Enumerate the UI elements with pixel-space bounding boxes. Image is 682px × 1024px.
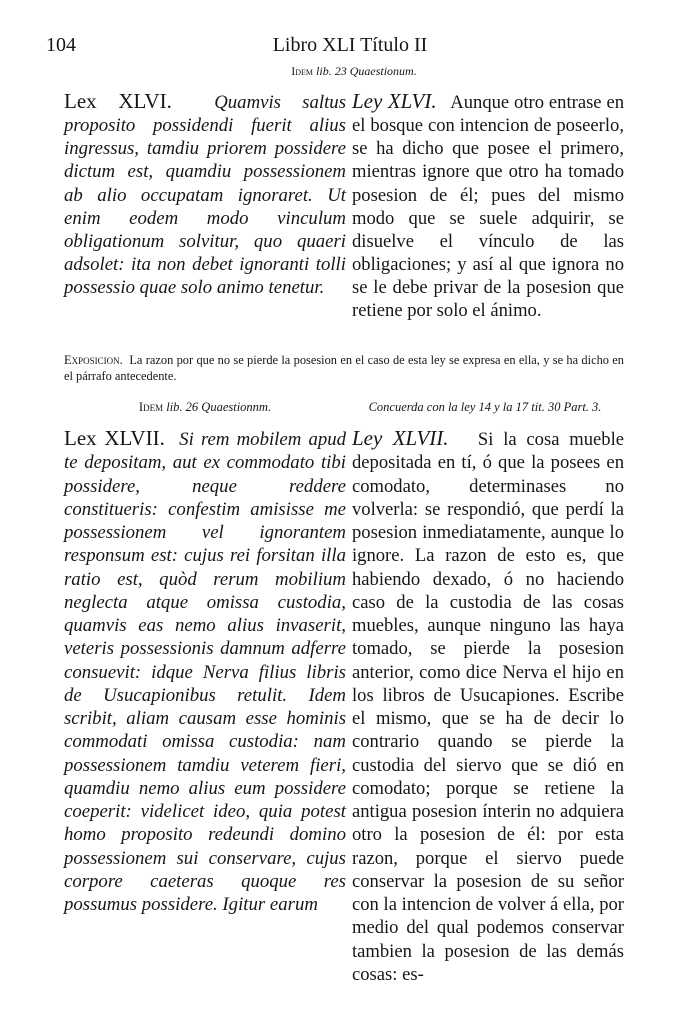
source-work: lib. 23 Quaestionum. <box>316 64 417 78</box>
exposicion-text: La razon por que no se pierde la posesion en el caso de esta ley se expresa en ella, y se ha dicho en el párrafo antecedente. <box>64 353 624 383</box>
source-citation-46 <box>0 64 682 79</box>
exposicion-label: Exposicion. <box>64 353 123 367</box>
spanish-text-47 <box>352 427 624 986</box>
spanish-body: Aunque otro entrase en el bosque con intencion de poseerlo, se ha dicho que posee el primero, mientras ignore que otro ha tomado posesion de él; pues del mismo modo que se suele adquirir, se disuelve el vínculo de las obligaciones; y así al que ignora no se le debe privar de la posesion que retiene por solo el ánimo. <box>352 92 625 322</box>
latin-law-label: Lex XLVII. <box>64 426 165 450</box>
spanish-law-label: Ley XLVII. <box>352 426 449 450</box>
concordance-note: Concuerda con la ley 14 y la 17 tit. 30 Part. 3. <box>368 400 602 414</box>
spanish-law-label: Ley XLVI. <box>352 89 437 113</box>
latin-law-label: Lex XLVI. <box>64 89 172 113</box>
source-citation-47 <box>64 400 346 415</box>
source-work: lib. 26 Quaestionnm. <box>166 400 272 414</box>
latin-text-47 <box>64 427 346 916</box>
running-title: Libro XLI Título II <box>272 34 428 56</box>
latin-text-46 <box>64 90 346 299</box>
latin-body: Quamvis saltus proposito possidendi fuerit alius ingressus, tamdiu priorem possidere dictum est, quamdiu possessionem ab alio occupatam ignoraret. Ut enim eodem modo vinculum obligationum solvitur, quo quaeri adsolet: ita non debet ignoranti tolli possessio quae solo animo tenetur. <box>64 92 347 299</box>
latin-body: Si rem mobilem apud te depositam, aut ex commodato tibi possidere, neque reddere constitueris: confestim amisisse me possessionem vel ignorantem responsum est: cujus rei forsitan illa ratio est, quòd rerum mobilium neglecta atque omissa custodia, quamvis eas nemo alius invaserit, veteris possessionis damnum adferre consuevit: idque Nerva filius libris de Usucapionibus retulit. Idem scribit, aliam causam esse hominis commodati omissa custodia: nam possessionem tamdiu veterem fieri, quamdiu nemo alius eum possidere coeperit: videlicet ideo, quia potest homo proposito redeundi domino possessionem sui conservare, cujus corpore caeteras quoque res possumus possidere. Igitur earum <box>64 429 347 915</box>
spanish-text-46 <box>352 90 624 323</box>
source-author: Idem <box>291 64 314 78</box>
source-author: Idem <box>138 400 164 414</box>
page-number: 104 <box>46 34 76 56</box>
exposicion-note <box>64 352 624 384</box>
spanish-body: Si la cosa mueble depositada en tí, ó que la posees en comodato, determinases no volverla: se respondió, que perdí la posesion inmediatamente, aunque lo ignore. La razon de esto es, que habiendo dexado, ó no haciendo caso de la custodia de las cosas muebles, aunque ninguno las haya tomado, se pierde la posesion anterior, como dice Nerva el hijo en los libros de Usucapiones. Escribe el mismo, que se ha de decir lo contrario quando se pierde la custodia del siervo que se dió en comodato; porque se retiene la antigua posesion ínterin no adquiera otro la posesion de él: por esta razon, porque el siervo puede conservar la posesion de su señor con la intencion de volver á ella, por medio del qual podemos conservar tambien la posesion de las demás cosas: es- <box>352 429 624 985</box>
